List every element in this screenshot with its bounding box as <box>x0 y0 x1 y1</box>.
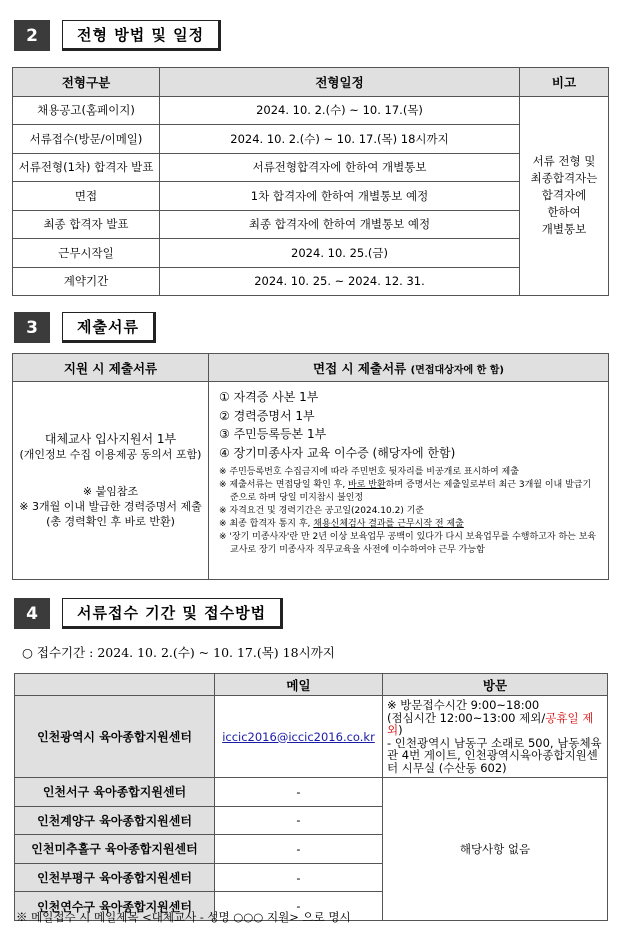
remark-line: 서류 전형 및 <box>532 154 596 169</box>
table-row <box>13 153 609 182</box>
remark-line: 한하여 <box>547 205 581 220</box>
column-header <box>209 354 609 382</box>
apply-doc-line: ※ 3개월 이내 발급한 경력증명서 제출 <box>19 500 202 513</box>
application-period: ○ 접수기간 : 2024. 10. 2.(수) ~ 10. 17.(목) 18시까지 <box>22 645 335 660</box>
visit-none-cell: 해당사항 없음 <box>383 778 608 921</box>
table-row <box>15 696 608 778</box>
schedule-cell: 최종 합격자에 한하여 개별통보 예정 <box>160 210 520 239</box>
email-cell: - <box>215 806 383 835</box>
remark-line: 최종합격자는 <box>530 171 598 186</box>
apply-doc-line: ※ 붙임참조 <box>82 485 139 498</box>
table-row <box>13 96 609 125</box>
category-cell: 채용공고(홈페이지) <box>13 96 160 125</box>
interview-docs-cell <box>209 382 609 580</box>
note: ※ 주민등록번호 수집금지에 따라 주민번호 뒷자리를 비공개로 표시하여 제출 <box>219 467 519 477</box>
table-header-row <box>13 68 609 97</box>
table-header-row <box>13 354 609 382</box>
visit-hours: ※ 방문접수시간 9:00~18:00 <box>387 698 540 712</box>
email-link[interactable]: iccic2016@iccic2016.co.kr <box>222 729 375 744</box>
category-cell: 서류전형(1차) 합격자 발표 <box>13 153 160 182</box>
section-number: 3 <box>14 312 50 343</box>
header-note: (면접대상자에 한 함) <box>410 364 504 376</box>
table-row <box>13 210 609 239</box>
column-header: 전형일정 <box>160 68 520 97</box>
email-cell: - <box>215 892 383 921</box>
section-number: 4 <box>14 598 50 629</box>
section-2-header <box>14 20 221 51</box>
table-row <box>15 778 608 807</box>
schedule-cell: 2024. 10. 2.(수) ~ 10. 17.(목) 18시까지 <box>160 125 520 154</box>
list-item: ② 경력증명서 1부 <box>219 408 315 423</box>
schedule-cell: 서류전형합격자에 한하여 개별통보 <box>160 153 520 182</box>
category-cell: 최종 합격자 발표 <box>13 210 160 239</box>
table-row <box>13 267 609 296</box>
schedule-table <box>12 67 609 296</box>
section-3-header <box>14 312 156 343</box>
list-item: ④ 장기미종사자 교육 이수증 (해당자에 한함) <box>219 445 456 460</box>
center-name: 인천부평구 육아종합지원센터 <box>15 863 215 892</box>
header-text: 면접 시 제출서류 <box>313 360 407 376</box>
category-cell: 근무시작일 <box>13 239 160 268</box>
center-name: 인천미추홀구 육아종합지원센터 <box>15 835 215 864</box>
visit-address: - 인천광역시 남동구 소래로 500, 남동체육관 4번 게이트, 인천광역시육아종합지원센터 시무실 (수산동 602) <box>387 735 602 775</box>
interview-doc-list <box>219 388 598 462</box>
email-cell: - <box>215 863 383 892</box>
center-name: 인천계양구 육아종합지원센터 <box>15 806 215 835</box>
list-item: ③ 주민등록등본 1부 <box>219 427 327 441</box>
section-number: 2 <box>14 20 50 51</box>
center-name: 인천광역시 육아종합지원센터 <box>15 696 215 778</box>
notes <box>219 466 598 557</box>
table-row <box>13 125 609 154</box>
apply-doc-line: (개인정보 수집 이용제공 동의서 포함) <box>19 448 202 461</box>
apply-doc-line: (총 경력확인 후 바로 반환) <box>46 515 175 528</box>
note: ※ 자격요건 및 경력기간은 공고일(2024.10.2) 기준 <box>219 506 425 516</box>
documents-table <box>12 353 609 580</box>
note: ※ 최종 합격자 통지 후, 채용신체검사 결과를 근무시작 전 제출 <box>219 519 464 529</box>
table-header-row <box>15 674 608 696</box>
column-header: 메일 <box>215 674 383 696</box>
apply-docs-cell <box>13 382 209 580</box>
category-cell: 서류접수(방문/이메일) <box>13 125 160 154</box>
table-row <box>13 382 609 580</box>
visit-info-cell <box>383 696 608 778</box>
note: ※ '장기 미종사자'란 만 2년 이상 보육업무 공백이 있다가 다시 보육업무를 수행하고자 하는 보육교사로 장기 미종사자 직무교육을 사전에 이수하여야 근무 가능함 <box>219 532 597 555</box>
section-title: 서류접수 기간 및 접수방법 <box>62 598 283 629</box>
column-header: 전형구분 <box>13 68 160 97</box>
column-header: 비고 <box>520 68 609 97</box>
center-name: 인천연수구 육아종합지원센터 <box>15 892 215 921</box>
section-4-header <box>14 598 283 629</box>
section-title: 전형 방법 및 일정 <box>62 20 221 51</box>
schedule-cell: 1차 합격자에 한하여 개별통보 예정 <box>160 182 520 211</box>
schedule-cell: 2024. 10. 25.(금) <box>160 239 520 268</box>
submission-table <box>14 673 608 921</box>
note: ※ 제출서류는 면접당일 확인 후, 바로 반환하며 증명서는 제출일로부터 최근 3개월 이내 발급기준으로 하며 당일 미지참시 불인정 <box>219 480 592 503</box>
schedule-cell: 2024. 10. 25. ~ 2024. 12. 31. <box>160 267 520 296</box>
visit-exceptions: (점심시간 12:00~13:00 제외/공휴일 제외) <box>387 710 594 737</box>
remark-line: 합격자에 <box>541 188 587 203</box>
column-header <box>15 674 215 696</box>
email-cell: - <box>215 835 383 864</box>
remark-cell <box>520 96 609 296</box>
table-row <box>13 239 609 268</box>
email-cell: - <box>215 778 383 807</box>
section-title: 제출서류 <box>62 312 156 343</box>
footnote: ※ 메일접수 시 메일제목 <대체교사 - 성명 ○○○ 지원> 으로 명시 <box>16 910 351 924</box>
category-cell: 면접 <box>13 182 160 211</box>
remark-line: 개별통보 <box>541 222 587 237</box>
column-header: 방문 <box>383 674 608 696</box>
email-cell <box>215 696 383 778</box>
center-name: 인천서구 육아종합지원센터 <box>15 778 215 807</box>
apply-doc-line: 대체교사 입사지원서 1부 <box>44 432 177 446</box>
list-item: ① 자격증 사본 1부 <box>219 390 319 404</box>
table-row <box>13 182 609 211</box>
schedule-cell: 2024. 10. 2.(수) ~ 10. 17.(목) <box>160 96 520 125</box>
column-header: 지원 시 제출서류 <box>13 354 209 382</box>
category-cell: 계약기간 <box>13 267 160 296</box>
